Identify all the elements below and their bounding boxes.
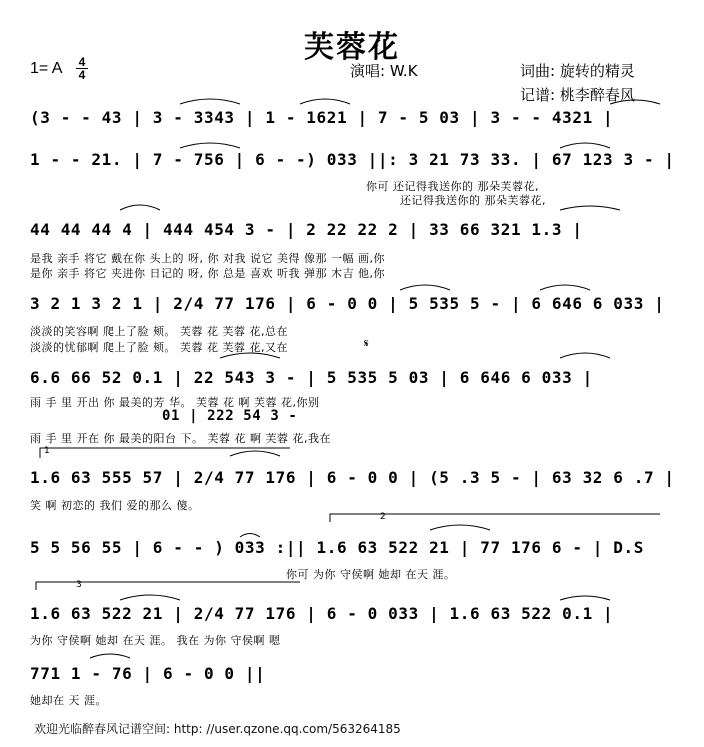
volta-mark-2: 2 xyxy=(380,512,386,522)
score-line-5-variant: 01 | 222 54 3 - xyxy=(162,408,298,424)
score-line-5: 6.6 66 52 0.1 | 22 543 3 - | 5 535 5 03 | 6 646 6 033 | xyxy=(30,368,593,387)
lyric-line-3: 是我 亲手 将它 戴在你 头上的 呀, 你 对我 说它 美得 像那 一幅 画,你 xyxy=(30,252,385,265)
time-signature-top: 4 xyxy=(76,56,88,69)
lyric-line-10: 你可 为你 守侯啊 她却 在天 涯。 xyxy=(286,568,456,581)
volta-mark-3: 3 xyxy=(76,580,82,590)
lyric-line-4: 是你 亲手 将它 夹进你 日记的 呀, 你 总是 喜欢 听我 弹那 木吉 他,你 xyxy=(30,267,385,280)
lyric-line-11: 为你 守侯啊 她却 在天 涯。 我在 为你 守侯啊 嗯 xyxy=(30,634,281,647)
key-signature: 1= A xyxy=(30,60,63,77)
footer-note: 欢迎光临醉春风记谱空间: http: //user.qzone.qq.com/563264185 xyxy=(34,722,401,736)
score-line-9: 771 1 - 76 | 6 - 0 0 || xyxy=(30,664,266,683)
singer-credit: 演唱: W.K xyxy=(350,62,418,80)
score-line-1: (3 - - 43 | 3 - 3343 | 1 - 1621 | 7 - 5 03 | 3 - - 4321 | xyxy=(30,108,614,127)
score-line-7: 5 5 56 55 | 6 - - ) 033 :|| 1.6 63 522 21 | 77 176 6 - | D.S xyxy=(30,538,644,557)
lyric-line-9: 笑 啊 初恋的 我们 爱的那么 傻。 xyxy=(30,499,200,512)
segno-sign: 𝄋 xyxy=(364,337,369,350)
lyric-line-8: 雨 手 里 开在 你 最美的阳台 下。 芙蓉 花 啊 芙蓉 花,我在 xyxy=(30,432,331,445)
score-line-6: 1.6 63 555 57 | 2/4 77 176 | 6 - 0 0 | (5 .3 5 - | 63 32 6 .7 | xyxy=(30,468,675,487)
score-line-4: 3 2 1 3 2 1 | 2/4 77 176 | 6 - 0 0 | 5 535 5 - | 6 646 6 033 | xyxy=(30,294,665,313)
song-title: 芙蓉花 xyxy=(304,30,400,65)
transcriber-credit: 记谱: 桃李醉春风 xyxy=(520,86,635,104)
lyric-line-5: 淡淡的笑容啊 爬上了脸 颊。 芙蓉 花 芙蓉 花,总在 xyxy=(30,325,288,338)
score-line-2: 1 - - 21. | 7 - 756 | 6 - -) 033 ||: 3 21 73 33. | 67 123 3 - | xyxy=(30,150,675,169)
lyric-line-1: 你可 还记得我送你的 那朵芙蓉花, xyxy=(366,180,539,193)
composer-credit: 词曲: 旋转的精灵 xyxy=(520,62,635,80)
score-line-3: 44 44 44 4 | 444 454 3 - | 2 22 22 2 | 33 66 321 1.3 | xyxy=(30,220,583,239)
volta-mark-1: 1 xyxy=(44,446,50,456)
lyric-line-6: 淡淡的忧郁啊 爬上了脸 颊。 芙蓉 花 芙蓉 花,又在 xyxy=(30,341,288,354)
lyric-line-7: 雨 手 里 开出 你 最美的芳 华。 芙蓉 花 啊 芙蓉 花,你别 xyxy=(30,396,320,409)
lyric-line-2: 还记得我送你的 那朵芙蓉花, xyxy=(400,194,546,207)
lyric-line-12: 她却在 天 涯。 xyxy=(30,694,107,707)
score-line-8: 1.6 63 522 21 | 2/4 77 176 | 6 - 0 033 | 1.6 63 522 0.1 | xyxy=(30,604,614,623)
time-signature-bottom: 4 xyxy=(78,68,86,82)
